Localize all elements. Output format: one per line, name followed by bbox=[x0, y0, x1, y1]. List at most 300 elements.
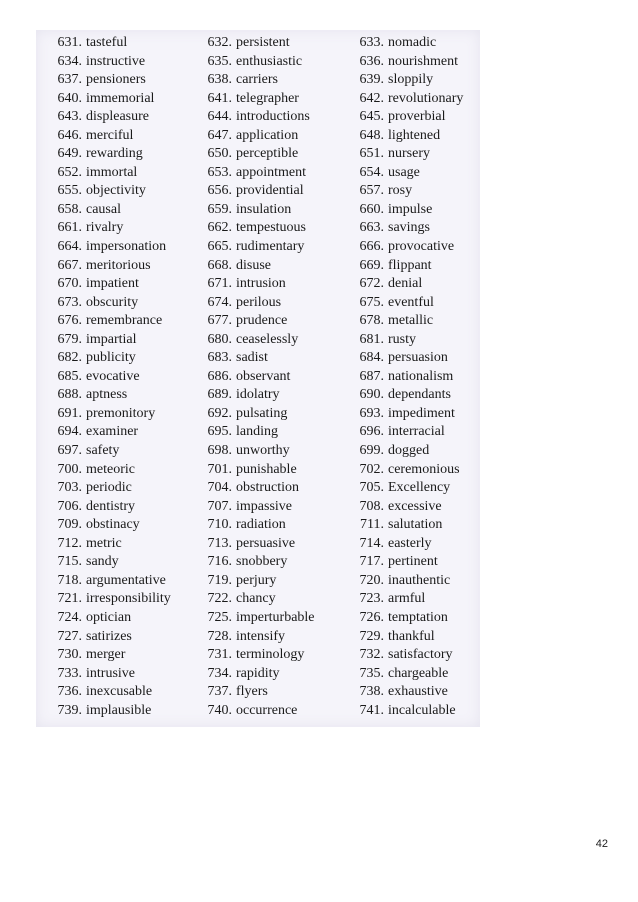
entry-number: 733. bbox=[57, 665, 82, 681]
entry-number: 669. bbox=[359, 257, 384, 273]
entry-number: 678. bbox=[359, 313, 384, 329]
entry-number: 655. bbox=[57, 183, 82, 199]
entry-word: idolatry bbox=[236, 387, 280, 403]
word-entry bbox=[192, 312, 344, 331]
word-entry bbox=[344, 553, 496, 572]
entry-number: 710. bbox=[207, 517, 232, 533]
word-entry bbox=[42, 423, 194, 442]
entry-word: interracial bbox=[388, 424, 445, 440]
entry-number: 724. bbox=[57, 609, 82, 625]
word-entry bbox=[192, 108, 344, 127]
entry-word: proverbial bbox=[388, 109, 446, 125]
word-entry bbox=[192, 238, 344, 257]
word-entry bbox=[192, 683, 344, 702]
word-entry bbox=[42, 368, 194, 387]
entry-number: 653. bbox=[207, 164, 232, 180]
entry-word: impatient bbox=[86, 276, 139, 292]
word-entry bbox=[42, 461, 194, 480]
entry-word: nursery bbox=[388, 146, 430, 162]
word-entry bbox=[344, 665, 496, 684]
entry-number: 643. bbox=[57, 109, 82, 125]
entry-word: sloppily bbox=[388, 72, 434, 88]
entry-number: 692. bbox=[207, 405, 232, 421]
entry-word: perceptible bbox=[236, 146, 299, 162]
entry-number: 691. bbox=[57, 405, 82, 421]
word-entry bbox=[42, 164, 194, 183]
word-entry bbox=[192, 368, 344, 387]
entry-word: impassive bbox=[236, 498, 292, 514]
word-entry bbox=[42, 331, 194, 350]
entry-word: disuse bbox=[236, 257, 271, 273]
entry-number: 633. bbox=[359, 35, 384, 50]
word-entry bbox=[344, 257, 496, 276]
word-entry bbox=[344, 405, 496, 424]
entry-number: 667. bbox=[57, 257, 82, 273]
entry-number: 731. bbox=[207, 647, 232, 663]
word-entry bbox=[344, 53, 496, 72]
entry-word: optician bbox=[86, 609, 132, 625]
word-entry bbox=[344, 164, 496, 183]
word-entry bbox=[42, 219, 194, 238]
entry-number: 717. bbox=[359, 554, 384, 570]
entry-word: immemorial bbox=[86, 90, 155, 106]
word-entry bbox=[192, 516, 344, 535]
entry-word: chargeable bbox=[388, 665, 449, 681]
entry-number: 696. bbox=[359, 424, 384, 440]
entry-word: safety bbox=[86, 443, 120, 459]
word-entry bbox=[192, 90, 344, 109]
entry-word: metric bbox=[86, 535, 122, 551]
word-entry bbox=[344, 535, 496, 554]
word-entry bbox=[344, 331, 496, 350]
entry-number: 660. bbox=[359, 201, 384, 217]
entry-number: 687. bbox=[359, 368, 384, 384]
scanned-word-list bbox=[36, 30, 480, 727]
entry-number: 740. bbox=[207, 702, 232, 718]
entry-number: 728. bbox=[207, 628, 232, 644]
entry-number: 648. bbox=[359, 127, 384, 143]
entry-number: 732. bbox=[359, 647, 384, 663]
entry-word: lightened bbox=[388, 127, 441, 143]
entry-number: 663. bbox=[359, 220, 384, 236]
entry-word: carriers bbox=[236, 72, 278, 88]
word-entry bbox=[42, 590, 194, 609]
word-entry bbox=[192, 34, 344, 53]
entry-number: 699. bbox=[359, 443, 384, 459]
entry-word: aptness bbox=[86, 387, 128, 403]
entry-word: rosy bbox=[388, 183, 413, 199]
entry-number: 637. bbox=[57, 72, 82, 88]
entry-number: 649. bbox=[57, 146, 82, 162]
word-entry bbox=[192, 423, 344, 442]
word-entry bbox=[192, 461, 344, 480]
word-entry bbox=[42, 702, 194, 721]
entry-word: insulation bbox=[236, 201, 292, 217]
entry-word: evocative bbox=[86, 368, 140, 384]
entry-word: exhaustive bbox=[388, 684, 448, 700]
entry-word: introductions bbox=[236, 109, 310, 125]
word-entry bbox=[192, 164, 344, 183]
entry-word: appointment bbox=[236, 164, 306, 180]
word-entry bbox=[42, 516, 194, 535]
entry-word: sadist bbox=[236, 350, 268, 366]
entry-word: chancy bbox=[236, 591, 276, 607]
word-entry bbox=[42, 108, 194, 127]
word-entry bbox=[344, 461, 496, 480]
entry-number: 673. bbox=[57, 294, 82, 310]
word-entry bbox=[192, 331, 344, 350]
word-entry bbox=[42, 442, 194, 461]
word-entry bbox=[344, 498, 496, 517]
entry-word: punishable bbox=[236, 461, 297, 477]
word-entry bbox=[344, 275, 496, 294]
entry-word: meritorious bbox=[86, 257, 151, 273]
entry-number: 736. bbox=[57, 684, 82, 700]
entry-word: objectivity bbox=[86, 183, 146, 199]
entry-number: 647. bbox=[207, 127, 232, 143]
entry-word: causal bbox=[86, 201, 121, 217]
word-entry bbox=[344, 646, 496, 665]
entry-word: Excellency bbox=[388, 480, 451, 496]
entry-number: 674. bbox=[207, 294, 232, 310]
entry-number: 698. bbox=[207, 443, 232, 459]
entry-word: salutation bbox=[388, 517, 443, 533]
word-entry bbox=[192, 479, 344, 498]
entry-word: periodic bbox=[86, 480, 132, 496]
entry-number: 659. bbox=[207, 201, 232, 217]
entry-word: prudence bbox=[236, 313, 288, 329]
entry-number: 632. bbox=[207, 35, 232, 50]
entry-number: 684. bbox=[359, 350, 384, 366]
word-entry bbox=[344, 516, 496, 535]
entry-number: 636. bbox=[359, 53, 384, 69]
entry-word: rapidity bbox=[236, 665, 280, 681]
entry-number: 700. bbox=[57, 461, 82, 477]
entry-number: 651. bbox=[359, 146, 384, 162]
entry-word: argumentative bbox=[86, 572, 166, 588]
entry-number: 713. bbox=[207, 535, 232, 551]
entry-number: 735. bbox=[359, 665, 384, 681]
word-entry bbox=[192, 702, 344, 721]
entry-word: ceaselessly bbox=[236, 331, 299, 347]
entry-word: radiation bbox=[236, 517, 286, 533]
entry-number: 690. bbox=[359, 387, 384, 403]
entry-number: 680. bbox=[207, 331, 232, 347]
entry-number: 714. bbox=[359, 535, 384, 551]
word-entry bbox=[42, 628, 194, 647]
word-entry bbox=[42, 646, 194, 665]
word-entry bbox=[192, 665, 344, 684]
entry-number: 720. bbox=[359, 572, 384, 588]
entry-number: 705. bbox=[359, 480, 384, 496]
entry-word: nationalism bbox=[388, 368, 454, 384]
word-entry bbox=[344, 572, 496, 591]
entry-word: satirizes bbox=[86, 628, 132, 644]
word-entry bbox=[344, 609, 496, 628]
word-entry bbox=[192, 294, 344, 313]
entry-word: dentistry bbox=[86, 498, 135, 514]
entry-word: dogged bbox=[388, 443, 430, 459]
word-entry bbox=[192, 275, 344, 294]
entry-number: 672. bbox=[359, 276, 384, 292]
entry-number: 676. bbox=[57, 313, 82, 329]
word-entry bbox=[42, 609, 194, 628]
entry-number: 701. bbox=[207, 461, 232, 477]
entry-number: 675. bbox=[359, 294, 384, 310]
entry-word: persuasion bbox=[388, 350, 448, 366]
word-entry bbox=[42, 683, 194, 702]
entry-number: 737. bbox=[207, 684, 232, 700]
entry-number: 652. bbox=[57, 164, 82, 180]
entry-number: 670. bbox=[57, 276, 82, 292]
word-entry bbox=[344, 294, 496, 313]
entry-word: rewarding bbox=[86, 146, 143, 162]
entry-number: 646. bbox=[57, 127, 82, 143]
entry-number: 697. bbox=[57, 443, 82, 459]
entry-number: 719. bbox=[207, 572, 232, 588]
entry-word: rivalry bbox=[86, 220, 124, 236]
word-entry bbox=[192, 257, 344, 276]
entry-word: merciful bbox=[86, 127, 134, 143]
entry-number: 685. bbox=[57, 368, 82, 384]
entry-word: inexcusable bbox=[86, 684, 153, 700]
entry-number: 712. bbox=[57, 535, 82, 551]
entry-number: 718. bbox=[57, 572, 82, 588]
word-entry bbox=[344, 442, 496, 461]
entry-number: 657. bbox=[359, 183, 384, 199]
entry-number: 693. bbox=[359, 405, 384, 421]
entry-number: 681. bbox=[359, 331, 384, 347]
word-entry bbox=[344, 386, 496, 405]
word-entry bbox=[42, 127, 194, 146]
entry-number: 668. bbox=[207, 257, 232, 273]
word-entry bbox=[42, 572, 194, 591]
entry-word: implausible bbox=[86, 702, 152, 718]
entry-number: 711. bbox=[360, 517, 384, 533]
entry-word: impulse bbox=[388, 201, 433, 217]
entry-word: enthusiastic bbox=[236, 53, 303, 69]
entry-word: ceremonious bbox=[388, 461, 460, 477]
entry-number: 704. bbox=[207, 480, 232, 496]
word-entry bbox=[344, 108, 496, 127]
entry-number: 695. bbox=[207, 424, 232, 440]
word-column-3 bbox=[344, 34, 496, 720]
word-entry bbox=[42, 665, 194, 684]
entry-word: tempestuous bbox=[236, 220, 306, 236]
entry-word: snobbery bbox=[236, 554, 288, 570]
word-entry bbox=[42, 498, 194, 517]
word-entry bbox=[192, 609, 344, 628]
word-entry bbox=[344, 590, 496, 609]
entry-number: 688. bbox=[57, 387, 82, 403]
word-entry bbox=[192, 498, 344, 517]
entry-number: 738. bbox=[359, 684, 384, 700]
entry-number: 708. bbox=[359, 498, 384, 514]
entry-word: nourishment bbox=[388, 53, 458, 69]
entry-number: 677. bbox=[207, 313, 232, 329]
entry-word: pertinent bbox=[388, 554, 438, 570]
entry-number: 658. bbox=[57, 201, 82, 217]
entry-word: easterly bbox=[388, 535, 432, 551]
entry-number: 640. bbox=[57, 90, 82, 106]
entry-word: meteoric bbox=[86, 461, 135, 477]
entry-word: savings bbox=[388, 220, 430, 236]
word-entry bbox=[344, 201, 496, 220]
entry-number: 662. bbox=[207, 220, 232, 236]
word-entry bbox=[42, 553, 194, 572]
entry-number: 635. bbox=[207, 53, 232, 69]
word-entry bbox=[42, 294, 194, 313]
entry-word: sandy bbox=[86, 554, 119, 570]
entry-word: remembrance bbox=[86, 313, 163, 329]
entry-word: metallic bbox=[388, 313, 434, 329]
entry-word: rudimentary bbox=[236, 239, 305, 255]
word-entry bbox=[344, 34, 496, 53]
entry-word: intensify bbox=[236, 628, 285, 644]
word-entry bbox=[42, 182, 194, 201]
entry-number: 683. bbox=[207, 350, 232, 366]
entry-word: intrusive bbox=[86, 665, 135, 681]
entry-word: persistent bbox=[236, 35, 290, 50]
entry-word: tasteful bbox=[86, 35, 128, 50]
entry-number: 703. bbox=[57, 480, 82, 496]
word-entry bbox=[192, 71, 344, 90]
entry-word: impersonation bbox=[86, 239, 167, 255]
entry-number: 709. bbox=[57, 517, 82, 533]
entry-word: perilous bbox=[236, 294, 282, 310]
entry-number: 715. bbox=[57, 554, 82, 570]
entry-number: 631. bbox=[57, 35, 82, 50]
word-entry bbox=[42, 405, 194, 424]
entry-number: 682. bbox=[57, 350, 82, 366]
entry-number: 671. bbox=[207, 276, 232, 292]
word-entry bbox=[42, 90, 194, 109]
entry-number: 707. bbox=[207, 498, 232, 514]
word-entry bbox=[192, 386, 344, 405]
word-entry bbox=[344, 238, 496, 257]
entry-word: obstruction bbox=[236, 480, 299, 496]
entry-number: 706. bbox=[57, 498, 82, 514]
word-entry bbox=[42, 238, 194, 257]
entry-number: 722. bbox=[207, 591, 232, 607]
entry-word: revolutionary bbox=[388, 90, 464, 106]
entry-number: 727. bbox=[57, 628, 82, 644]
entry-word: thankful bbox=[388, 628, 435, 644]
entry-word: instructive bbox=[86, 53, 146, 69]
word-entry bbox=[42, 145, 194, 164]
entry-number: 650. bbox=[207, 146, 232, 162]
entry-number: 665. bbox=[207, 239, 232, 255]
entry-word: rusty bbox=[388, 331, 416, 347]
word-entry bbox=[192, 646, 344, 665]
word-entry bbox=[192, 53, 344, 72]
entry-word: usage bbox=[388, 164, 420, 180]
entry-word: merger bbox=[86, 647, 126, 663]
entry-number: 689. bbox=[207, 387, 232, 403]
entry-number: 726. bbox=[359, 609, 384, 625]
entry-word: inauthentic bbox=[388, 572, 451, 588]
entry-word: perjury bbox=[236, 572, 277, 588]
entry-word: landing bbox=[236, 424, 278, 440]
entry-number: 729. bbox=[359, 628, 384, 644]
entry-word: unworthy bbox=[236, 443, 290, 459]
entry-number: 686. bbox=[207, 368, 232, 384]
word-entry bbox=[192, 590, 344, 609]
entry-word: eventful bbox=[388, 294, 434, 310]
entry-number: 679. bbox=[57, 331, 82, 347]
word-entry bbox=[344, 628, 496, 647]
word-entry bbox=[192, 219, 344, 238]
entry-word: pensioners bbox=[86, 72, 146, 88]
entry-word: imperturbable bbox=[236, 609, 315, 625]
entry-word: immortal bbox=[86, 164, 138, 180]
entry-word: dependants bbox=[388, 387, 451, 403]
entry-number: 741. bbox=[359, 702, 384, 718]
entry-number: 702. bbox=[359, 461, 384, 477]
entry-number: 739. bbox=[57, 702, 82, 718]
word-entry bbox=[344, 182, 496, 201]
entry-number: 634. bbox=[57, 53, 82, 69]
word-entry bbox=[42, 275, 194, 294]
word-entry bbox=[192, 349, 344, 368]
entry-number: 694. bbox=[57, 424, 82, 440]
entry-word: satisfactory bbox=[388, 647, 453, 663]
entry-word: provocative bbox=[388, 239, 455, 255]
entry-number: 638. bbox=[207, 72, 232, 88]
entry-number: 654. bbox=[359, 164, 384, 180]
word-entry bbox=[344, 145, 496, 164]
word-entry bbox=[344, 683, 496, 702]
entry-word: armful bbox=[388, 591, 426, 607]
word-entry bbox=[192, 145, 344, 164]
entry-word: incalculable bbox=[388, 702, 456, 718]
word-entry bbox=[42, 201, 194, 220]
word-entry bbox=[42, 34, 194, 53]
word-entry bbox=[192, 553, 344, 572]
word-entry bbox=[42, 386, 194, 405]
word-entry bbox=[192, 405, 344, 424]
word-entry bbox=[344, 349, 496, 368]
word-entry bbox=[344, 368, 496, 387]
entry-number: 723. bbox=[359, 591, 384, 607]
word-entry bbox=[344, 90, 496, 109]
entry-number: 641. bbox=[207, 90, 232, 106]
entry-word: examiner bbox=[86, 424, 139, 440]
entry-word: obstinacy bbox=[86, 517, 140, 533]
entry-word: providential bbox=[236, 183, 304, 199]
entry-word: temptation bbox=[388, 609, 448, 625]
entry-word: displeasure bbox=[86, 109, 149, 125]
entry-word: terminology bbox=[236, 647, 305, 663]
entry-word: impediment bbox=[388, 405, 455, 421]
entry-word: premonitory bbox=[86, 405, 156, 421]
word-entry bbox=[42, 257, 194, 276]
entry-number: 664. bbox=[57, 239, 82, 255]
word-entry bbox=[42, 312, 194, 331]
page-number: 42 bbox=[595, 838, 608, 850]
word-entry bbox=[192, 182, 344, 201]
word-entry bbox=[42, 71, 194, 90]
word-entry bbox=[192, 628, 344, 647]
word-entry bbox=[344, 423, 496, 442]
word-entry bbox=[192, 442, 344, 461]
entry-number: 730. bbox=[57, 647, 82, 663]
word-column-2 bbox=[192, 34, 344, 720]
entry-number: 661. bbox=[57, 220, 82, 236]
word-entry bbox=[42, 535, 194, 554]
entry-number: 642. bbox=[359, 90, 384, 106]
word-entry bbox=[192, 572, 344, 591]
